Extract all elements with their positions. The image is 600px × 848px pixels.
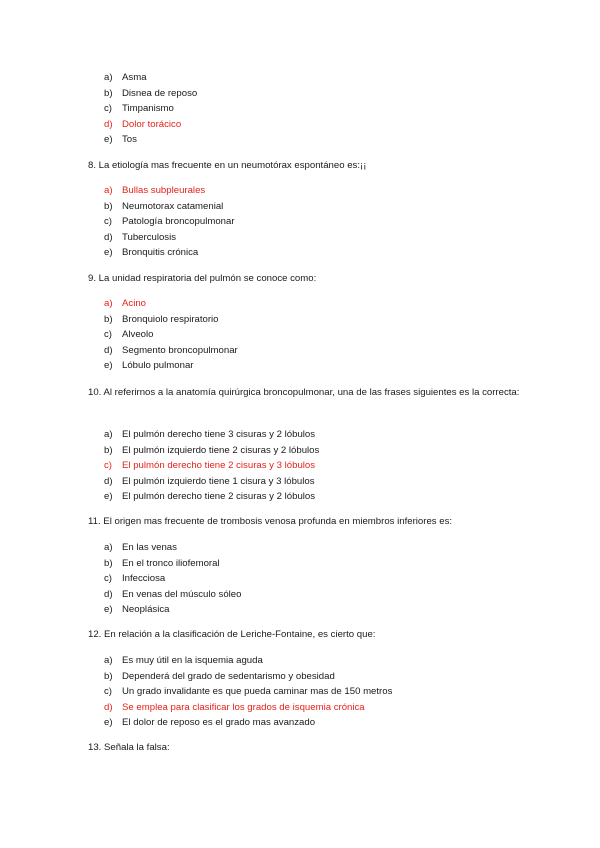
options-list-q8 <box>104 183 235 261</box>
question-10: 10. Al referirnos a la anatomía quirúrgica broncopulmonar, una de las frases siguientes es la correcta: <box>88 387 520 398</box>
option-b: b) En el tronco iliofemoral <box>104 557 220 569</box>
option-e: e) Tos <box>104 134 137 146</box>
option-a: a) Asma <box>104 72 147 83</box>
question-13: 13. Señala la falsa: <box>88 742 170 753</box>
option-e: e) Neoplásica <box>104 604 170 616</box>
option-c: c) Un grado invalidante es que pueda caminar mas de 150 metros <box>104 686 393 698</box>
option-e: e) Bronquitis crónica <box>104 247 199 259</box>
options-list-q10 <box>104 427 319 505</box>
option-a: a) Es muy útil en la isquemia aguda <box>104 655 263 666</box>
question-8: 8. La etiología mas frecuente en un neumotórax espontáneo es:¡¡ <box>88 160 367 171</box>
option-b: b) Bronquiolo respiratorio <box>104 313 219 325</box>
option-d: d) En venas del músculo sóleo <box>104 588 242 600</box>
option-b: b) Neumotorax catamenial <box>104 200 224 212</box>
question-9: 9. La unidad respiratoria del pulmón se conoce como: <box>88 273 317 284</box>
option-c: c) Alveolo <box>104 329 154 341</box>
option-a: a) El pulmón derecho tiene 3 cisuras y 2 lóbulos <box>104 429 316 440</box>
options-list-q9 <box>104 296 238 374</box>
option-d: d) Tuberculosis <box>104 231 177 243</box>
options-list-q12 <box>104 653 392 731</box>
option-b: b) El pulmón izquierdo tiene 2 cisuras y 2 lóbulos <box>104 444 320 456</box>
option-c: c) Infecciosa <box>104 573 166 585</box>
option-c: c) Timpanismo <box>104 103 174 115</box>
option-d-correct: d) Dolor torácico <box>104 118 182 130</box>
option-e: e) El dolor de reposo es el grado mas avanzado <box>104 717 316 729</box>
option-b: b) Dependerá del grado de sedentarismo y obesidad <box>104 670 335 682</box>
options-list-prev <box>104 70 197 148</box>
options-list-q11 <box>104 540 241 618</box>
option-c-correct: c) El pulmón derecho tiene 2 cisuras y 3 lóbulos <box>104 460 316 472</box>
option-a-correct: a) Acino <box>104 298 146 309</box>
option-e: e) El pulmón derecho tiene 2 cisuras y 2 lóbulos <box>104 491 316 503</box>
option-d: d) El pulmón izquierdo tiene 1 cisura y 3 lóbulos <box>104 475 315 487</box>
option-c: c) Patología broncopulmonar <box>104 216 235 228</box>
question-11: 11. El origen mas frecuente de trombosis venosa profunda en miembros inferiores es: <box>88 516 453 527</box>
option-a: a) En las venas <box>104 542 177 553</box>
option-d: d) Segmento broncopulmonar <box>104 344 238 356</box>
option-a-correct: a) Bullas subpleurales <box>104 185 206 196</box>
option-d-correct: d) Se emplea para clasificar los grados de isquemia crónica <box>104 701 365 713</box>
option-b: b) Disnea de reposo <box>104 87 198 99</box>
question-12: 12. En relación a la clasificación de Leriche-Fontaine, es cierto que: <box>88 629 376 640</box>
option-e: e) Lóbulo pulmonar <box>104 360 194 372</box>
